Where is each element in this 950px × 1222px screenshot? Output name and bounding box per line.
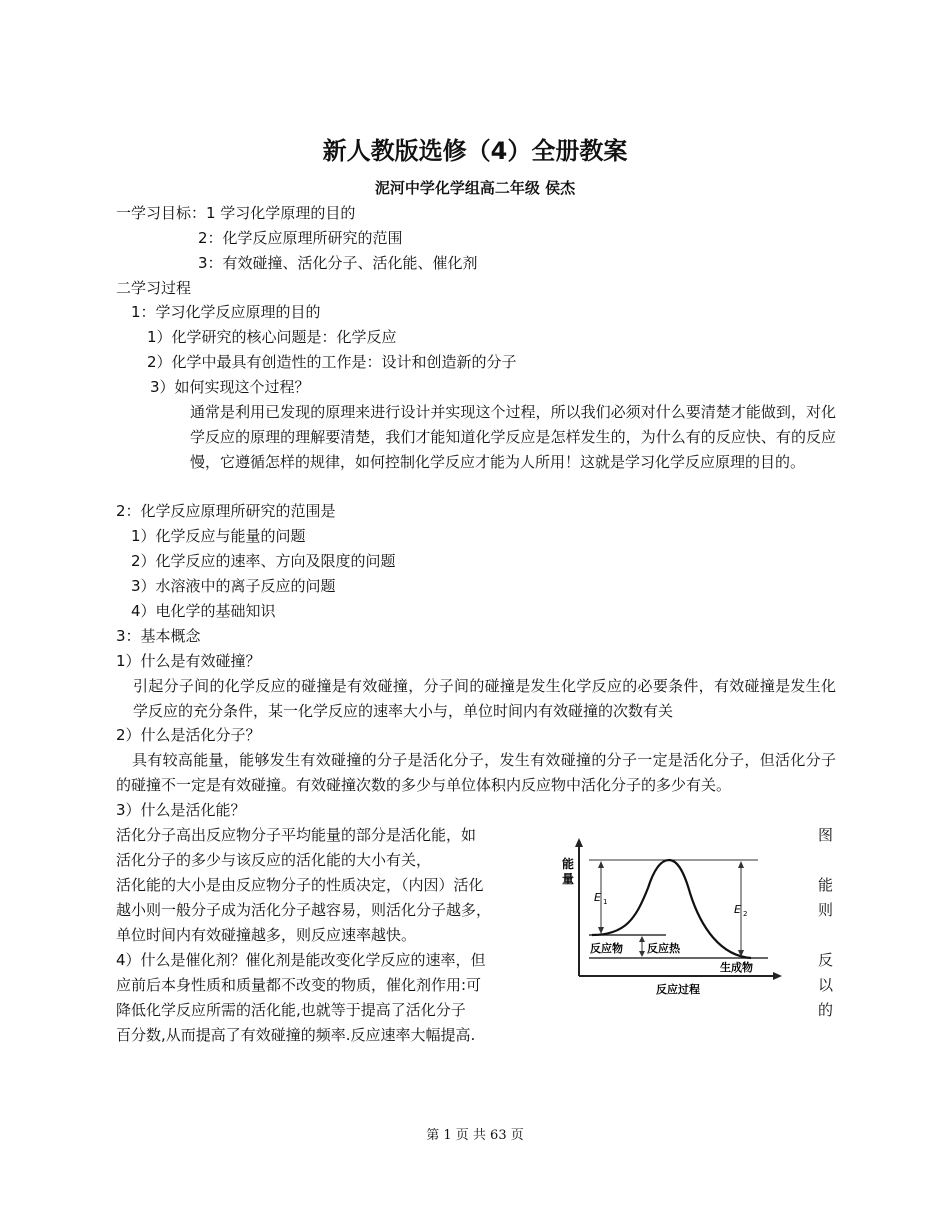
q3-line-1-end: 图 [818, 826, 834, 844]
process-heading: 二学习过程 [116, 279, 192, 297]
y-axis-label-1: 能 [562, 857, 575, 871]
goal-item-2: 2：化学反应原理所研究的范围 [198, 229, 403, 247]
goal-item-3: 3：有效碰撞、活化分子、活化能、催化剂 [198, 254, 478, 272]
q3-line-4-end: 则 [818, 901, 834, 919]
q4-line-4: 百分数,从而提高了有效碰撞的频率.反应速率大幅提高. [116, 1026, 476, 1044]
e2-label-sub: 2 [743, 910, 748, 918]
q4-line-1-end: 反 [818, 951, 834, 969]
q4-line-3-end: 的 [818, 1001, 834, 1019]
heat-arrow-down-icon [639, 951, 645, 957]
q4-line-2: 应前后本身性质和质量都不改变的物质，催化剂作用:可 [116, 976, 482, 994]
x-axis-label: 反应过程 [656, 983, 700, 996]
e1-label-sub: 1 [603, 898, 608, 906]
page-footer: 第 1 页 共 63 页 [426, 1128, 524, 1143]
section-2-heading: 2：化学反应原理所研究的范围是 [116, 502, 336, 520]
e2-label [734, 903, 741, 916]
section-1-item-1: 1）化学研究的核心问题是：化学反应 [147, 328, 397, 346]
product-label: 生成物 [720, 961, 753, 974]
question-1-answer: 引起分子间的化学反应的碰撞是有效碰撞，分子间的碰撞是发生化学反应的必要条件，有效碰撞是发生化学反应的充分条件，某一化学反应的速率大小与，单位时间内有效碰撞的次数有关 [133, 677, 836, 720]
section-2-item-3: 3）水溶液中的离子反应的问题 [131, 577, 336, 595]
x-axis-arrow-icon [773, 972, 782, 980]
reaction-heat-label: 反应热 [647, 942, 680, 955]
q4-line-2-end: 以 [818, 976, 834, 994]
reactant-label: 反应物 [590, 942, 623, 955]
document-title: 新人教版选修（4）全册教案 [322, 137, 628, 165]
section-1-item-2: 2）化学中最具有创造性的工作是：设计和创造新的分子 [147, 353, 517, 371]
q4-line-3: 降低化学反应所需的活化能,也就等于提高了活化分子 [116, 1001, 466, 1019]
energy-diagram [556, 838, 786, 1000]
question-1: 1）什么是有效碰撞？ [116, 652, 261, 670]
e1-arrow-up-icon [598, 861, 604, 868]
q3-line-3-end: 能 [818, 876, 834, 894]
section-2-item-1: 1）化学反应与能量的问题 [131, 527, 306, 545]
goals-heading: 一学习目标：1 学习化学原理的目的 [116, 204, 356, 222]
section-2-item-4: 4）电化学的基础知识 [131, 602, 276, 620]
question-2-answer: 具有较高能量，能够发生有效碰撞的分子是活化分子，发生有效碰撞的分子一定是活化分子，但活化分子的碰撞不一定是有效碰撞。有效碰撞次数的多少与单位体积内反应物中活化分子的多少有关。 [116, 751, 836, 794]
e1-label [594, 891, 601, 904]
question-2: 2）什么是活化分子？ [116, 726, 261, 744]
y-axis-label-2: 量 [562, 872, 575, 886]
e2-label-letter: E [734, 903, 741, 916]
question-3: 3）什么是活化能？ [116, 801, 246, 819]
section-1-heading: 1：学习化学反应原理的目的 [131, 303, 321, 321]
q3-line-5: 单位时间内有效碰撞越多，则反应速率越快。 [116, 926, 417, 944]
q3-line-4: 越小则一般分子成为活化分子越容易，则活化分子越多， [116, 901, 492, 919]
e1-label-letter: E [594, 891, 601, 904]
q3-line-1: 活化分子高出反应物分子平均能量的部分是活化能，如 [116, 826, 477, 844]
heat-arrow-up-icon [639, 936, 645, 942]
section-3-heading: 3：基本概念 [116, 627, 201, 645]
q4-line-1: 4）什么是催化剂？催化剂是能改变化学反应的速率，但 [116, 951, 486, 969]
e1-arrow-down-icon [598, 927, 604, 934]
section-2-item-2: 2）化学反应的速率、方向及限度的问题 [131, 552, 396, 570]
author-line: 泥河中学化学组高二年级 侯杰 [374, 179, 576, 197]
section-1-item-3: 3）如何实现这个过程？ [150, 378, 310, 396]
y-axis-arrow-icon [575, 838, 583, 847]
q3-line-2: 活化分子的多少与该反应的活化能的大小有关， [116, 851, 432, 869]
e2-arrow-up-icon [738, 861, 744, 868]
section-1-paragraph: 通常是利用已发现的原理来进行设计并实现这个过程，所以我们必须对什么要清楚才能做到，对化学反应的原理的理解要清楚，我们才能知道化学反应是怎样发生的，为什么有的反应快、有的反应慢，它遵循怎样的规律，如何控制化学反应才能为人所用！这就是学习化学反应原理的目的。 [190, 403, 836, 471]
q3-line-3: 活化能的大小是由反应物分子的性质决定，（内因）活化 [116, 876, 484, 894]
